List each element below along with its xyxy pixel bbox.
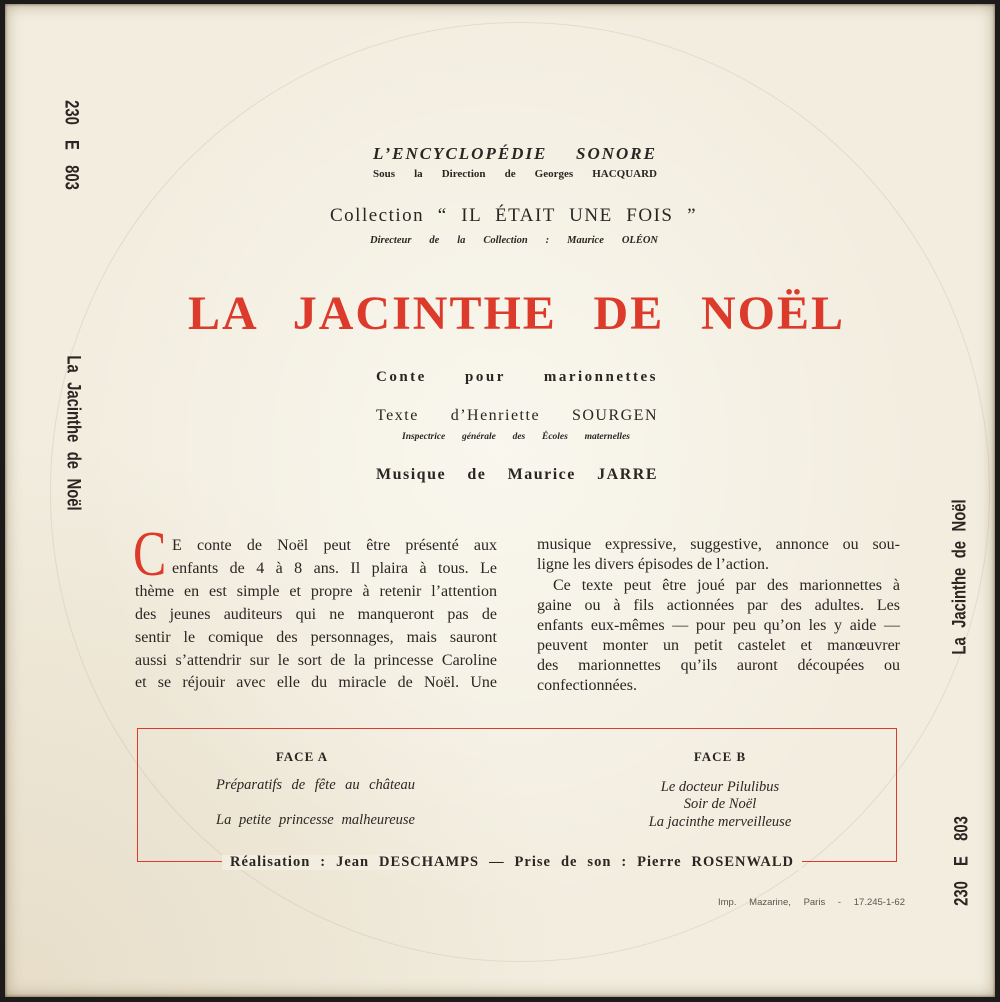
body-line-right: gaine ou à fils actionnées par des adultes. Les — [537, 596, 900, 614]
series-direction: Sous la Direction de Georges HACQUARD — [373, 168, 657, 180]
body-line-left: sentir le comique des personnages, mais sauront — [135, 628, 497, 646]
printer-imprint: Imp. Mazarine, Paris - 17.245-1-62 — [718, 897, 905, 909]
body-line-left: enfants de 4 à 8 ans. Il plaira à tous. Le — [172, 560, 497, 578]
series-name: L’ENCYCLOPÉDIE SONORE — [373, 144, 657, 163]
track-list-frame — [137, 728, 897, 862]
face-b-track: Le docteur Pilulibus — [660, 779, 780, 795]
music-composer: Musique de Maurice JARRE — [376, 466, 658, 483]
face-b-track: La jacinthe merveilleuse — [648, 814, 792, 830]
album-subtitle: Conte pour marionnettes — [376, 369, 658, 386]
body-line-right: confectionnées. — [537, 677, 637, 695]
body-line-left: des jeunes auditeurs qui ne manqueront pas de — [135, 605, 497, 623]
text-author: Texte d’Henriette SOURGEN — [376, 407, 658, 425]
collection-director: Directeur de la Collection : Maurice OLÉON — [370, 234, 658, 246]
spine-right-title: La Jacinthe de Noël — [949, 499, 970, 655]
body-line-left: et se réjouir avec elle du miracle de Noël. Une — [135, 674, 497, 692]
body-line-right: enfants eux-mêmes — pour peu qu’on les y aide — — [537, 616, 900, 634]
body-line-right: ligne les divers épisodes de l’action. — [537, 556, 769, 574]
production-credits-text: Réalisation : Jean DESCHAMPS — Prise de son : Pierre ROSENWALD — [230, 853, 794, 870]
production-credits — [222, 855, 802, 870]
body-line-right: des marionnettes qu’ils auront découpées ou — [537, 657, 900, 675]
spine-left-catalog-number: 230 E 803 — [60, 100, 81, 190]
spine-left-title: La Jacinthe de Noël — [62, 355, 83, 511]
drop-cap: C — [133, 517, 167, 589]
spine-right-catalog-number: 230 E 803 — [951, 816, 972, 906]
body-line-right: Ce texte peut être joué par des marionnettes à — [553, 576, 900, 594]
body-line-right: peuvent monter un petit castelet et manœuvrer — [537, 637, 900, 654]
album-title: LA JACINTHE DE NOËL — [188, 287, 845, 340]
body-line-left: E conte de Noël peut être présenté aux — [172, 537, 497, 555]
body-line-left: aussi s’attendrir sur le sort de la princesse Caroline — [135, 651, 497, 669]
body-line-right: musique expressive, suggestive, annonce ou sou- — [537, 536, 900, 554]
face-a-label: FACE A — [275, 749, 329, 765]
body-line-left: thème en est simple et propre à retenir l’attention — [135, 583, 497, 600]
text-author-role: Inspectrice générale des Écoles maternelles — [402, 432, 630, 442]
face-b-track: Soir de Noël — [683, 796, 757, 812]
face-a-track: Préparatifs de fête au château — [216, 777, 415, 793]
face-b-label: FACE B — [693, 749, 747, 765]
face-a-track: La petite princesse malheureuse — [216, 812, 415, 828]
collection-name: Collection “ IL ÉTAIT UNE FOIS ” — [330, 204, 697, 226]
